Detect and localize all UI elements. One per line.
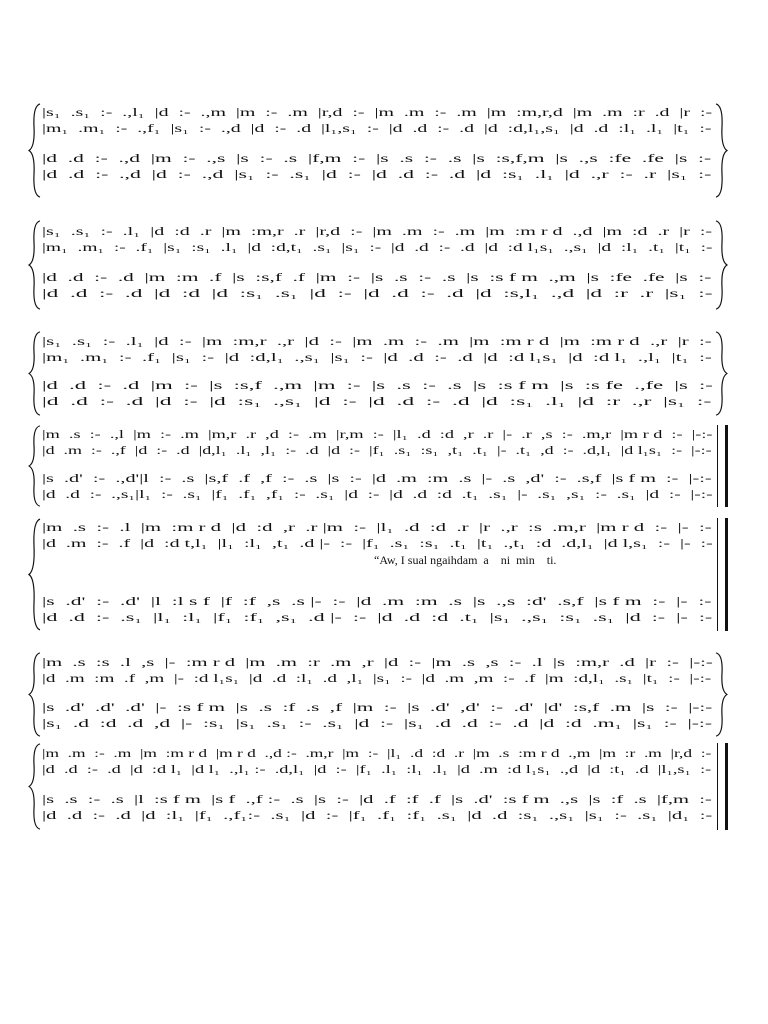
staff-line-bass: |s₁ .d :d .d ,d |- :s₁ |s₁ .s₁ :- .s₁ |d :- |s₁ .d .d :- .d |d :d .m₁ |s₁ :- |-:-	[42, 718, 713, 730]
staff-line-tenor: |d .d :- .d |m :m .f |s :s,f .f |m :- |s .s :- .s |s :s f m .,m |s :fe .fe |s :-	[42, 272, 712, 284]
staff-line-soprano: |m .s :- .,l |m :- .m |m,r .r ,d :- .m |r,m :- |l₁ .d :d ,r .r |- .r ,s :- .m,r |m r d :- |-:-	[42, 429, 713, 441]
left-brace	[28, 331, 42, 416]
staff-line-soprano: |m .m :- .m |m :m r d |m r d .,d :- .m,r |m :- |l₁ .d :d .r |m .s :m r d .,m |m :r .m |r,d :-	[42, 748, 712, 760]
staff-line-alto: |m₁ .m₁ :- .,f₁ |s₁ :- .,d |d :- .d |l₁,s₁ :- |d .d :- .d |d :d,l₁,s₁ |d .d :l₁ .l₁ |t₁ :-	[42, 123, 712, 135]
system-1	[28, 103, 728, 198]
staff-line-bass: |d .d :- .d |d :d |d :s₁ .s₁ |d :- |d .d :- .d |d :s,l₁ .,d |d :r .r |s₁ :-	[42, 288, 713, 300]
staff-line-bass: |d .d :- .,s₁|l₁ :- .s₁ |f₁ .f₁ ,f₁ :- .s₁ |d :- |d .d :d .t₁ .s₁ |- .s₁ ,s₁ :- .s₁ |d :- |-:-	[42, 489, 713, 501]
staff-line-tenor: |d .d :- .,d |m :- .,s |s :- .s |f,m :- |s .s :- .s |s :s,f,m |s .,s :fe .fe |s :-	[42, 153, 712, 165]
left-brace	[28, 652, 42, 737]
final-double-bar	[717, 425, 728, 507]
staff-line-soprano: |s₁ .s₁ :- .l₁ |d :- |m :m,r .,r |d :- |m .m :- .m |m :m r d |m :m r d .,r |r :-	[42, 336, 712, 348]
final-double-bar	[717, 518, 728, 631]
staff-line-bass: |d .d :- .s₁ |l₁ :l₁ |f₁ :f₁ ,s₁ .d |- :- |d .d :d .t₁ |s₁ .,s₁ :s₁ .s₁ |d :- |- :-	[42, 612, 713, 624]
staff-line-alto: |d .d :- .d |d :d l₁ |d l₁ .,l₁ :- .d,l₁ |d :- |f₁ .l₁ :l₁ .l₁ |d .m :d l₁s₁ .,d |d :t₁ .d |l₁,s₁ :-	[42, 764, 712, 776]
staff-line-tenor: |s .d' :- .,d'|l :- .s |s,f .f ,f :- .s |s :- |d .m :m .s |- .s ,d' :- .s,f |s f m :- |-:-	[42, 473, 712, 485]
final-double-bar	[717, 743, 728, 830]
right-brace	[714, 220, 728, 310]
staff-line-soprano: |s₁ .s₁ :- .l₁ |d :d .r |m :m,r .r |r,d :- |m .m :- .m |m :m r d .,d |m :d .r |r :-	[42, 226, 713, 238]
system-4	[28, 425, 728, 507]
staff-line-soprano: |m .s :s .l ,s |- :m r d |m .m :r .m ,r |d :- |m .s ,s :- .l |s :m,r .d |r :- |-:-	[42, 657, 713, 669]
left-brace	[28, 220, 42, 310]
system-7	[28, 743, 728, 830]
staff-line-tenor: |s .d' :- .d' |l :l s f |f :f ,s .s |- :- |d .m :m .s |s .,s :d' .s,f |s f m :- |- :-	[42, 596, 712, 608]
staff-line-alto: |d .m :m .f ,m |- :d l₁s₁ |d .d :l₁ .d ,l₁ |s₁ :- |d .m ,m :- .f |m :d,l₁ .s₁ |t₁ :- |-:-	[42, 673, 712, 685]
left-brace	[28, 103, 42, 198]
staff-line-tenor: |s .d' .d' .d' |- :s f m |s .s :f .s ,f |m :- |s .d' ,d' :- .d' |d' :s,f .m |s :- |-:-	[42, 702, 713, 714]
system-6	[28, 652, 728, 737]
right-brace	[714, 652, 728, 737]
staff-line-soprano: |m .s :- .l |m :m r d |d :d ,r .r |m :- |l₁ .d :d .r |r .,r :s .m,r |m r d :- |- :-	[42, 522, 712, 534]
staff-line-alto: |d .m :- .,f |d :- .d |d,l₁ .l₁ ,l₁ :- .d |d :- |f₁ .s₁ :s₁ ,t₁ .t₁ |- .t₁ ,d :- .d,l₁ |d l₁s₁ :- |-:-	[42, 445, 712, 457]
left-brace	[28, 425, 42, 507]
staff-line-alto: |d .m :- .f |d :d t,l₁ |l₁ :l₁ ,t₁ .d |- :- |f₁ .s₁ :s₁ .t₁ |t₁ .,t₁ :d .d,l₁ |d l,s₁ :- |- :-	[42, 538, 713, 550]
staff-line-alto: |m₁ .m₁ :- .f₁ |s₁ :- |d :d,l₁ .,s₁ |s₁ :- |d .d :- .d |d :d l₁s₁ |d :d l₁ .,l₁ |t₁ :-	[42, 352, 712, 364]
staff-line-tenor: |d .d :- .d |m :- |s :s,f .,m |m :- |s .s :- .s |s :s f m |s :s fe .,fe |s :-	[42, 380, 713, 392]
staff-line-bass: |d .d :- .d |d :l₁ |f₁ .,f₁:- .s₁ |d :- |f₁ .f₁ :f₁ .s₁ |d .d :s₁ .,s₁ |s₁ :- .s₁ |d₁ :-	[42, 810, 713, 822]
staff-line-bass: |d .d :- .,d |d :- .,d |s₁ :- .s₁ |d :- |d .d :- .d |d :s₁ .l₁ |d .,r :- .r |s₁ :-	[42, 169, 712, 181]
system-2	[28, 220, 728, 310]
staff-line-alto: |m₁ .m₁ :- .f₁ |s₁ :s₁ .l₁ |d :d,t₁ .s₁ |s₁ :- |d .d :- .d |d :d l₁s₁ .,s₁ |d :l₁ .t₁ |t₁ :-	[42, 242, 713, 254]
system-3	[28, 331, 728, 416]
left-brace	[28, 743, 42, 830]
right-brace	[714, 103, 728, 198]
staff-line-tenor: |s .s :- .s |l :s f m |s f .,f :- .s |s :- |d .f :f .f |s .d' :s f m .,s |s :f .s |f,m :-	[42, 794, 712, 806]
system-5	[28, 518, 728, 631]
lyric-text: “Aw, I sual ngaihdam a ni min ti.	[374, 553, 557, 567]
staff-line-bass: |d .d :- .d |d :- |d :s₁ .,s₁ |d :- |d .d :- .d |d :s₁ .l₁ |d :r .,r |s₁ :-	[42, 396, 712, 408]
staff-line-soprano: |s₁ .s₁ :- .,l₁ |d :- .,m |m :- .m |r,d :- |m .m :- .m |m :m,r,d |m .m :r .d |r :-	[42, 107, 713, 119]
right-brace	[714, 331, 728, 416]
left-brace	[28, 518, 42, 631]
